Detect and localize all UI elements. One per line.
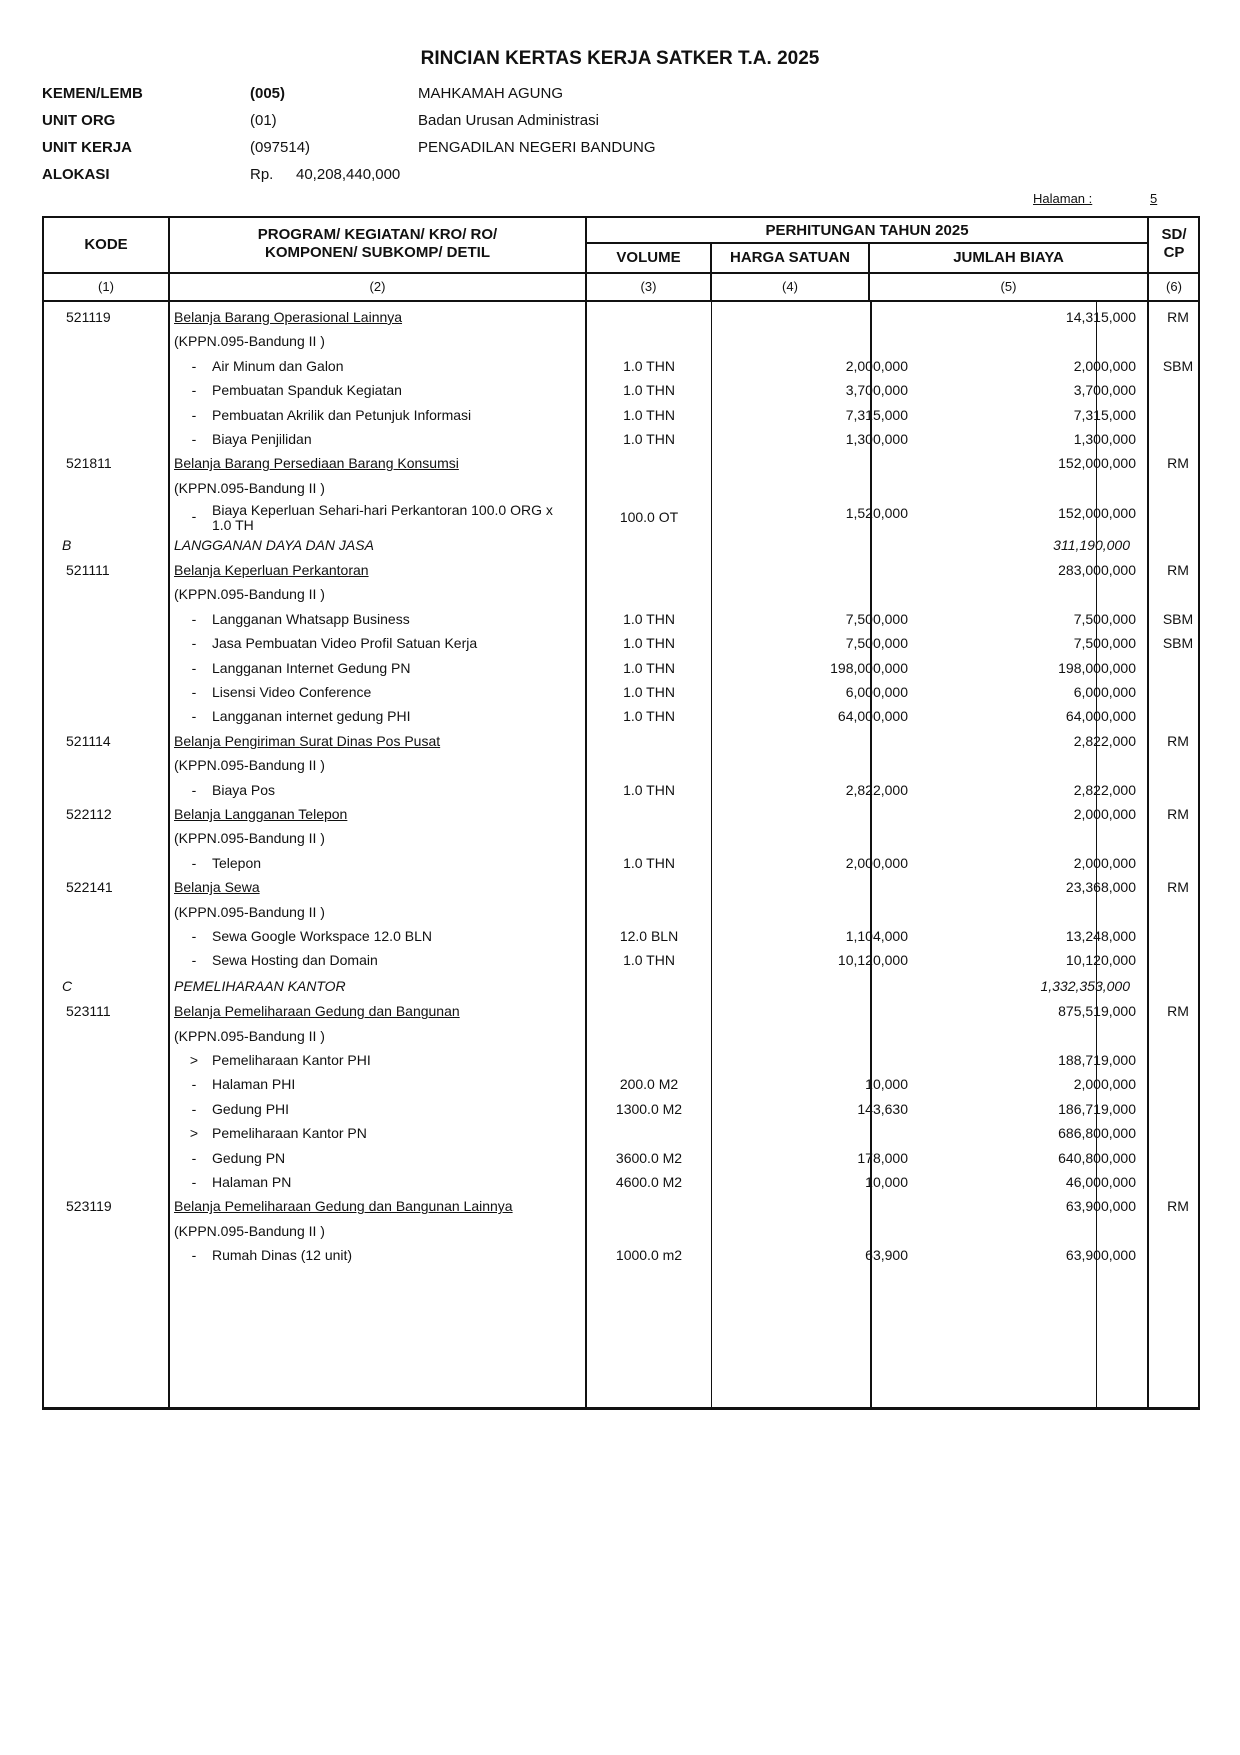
- dash-bullet: -: [191, 382, 197, 399]
- header-program: PROGRAM/ KEGIATAN/ KRO/ RO/ KOMPONEN/ SUBKOMP/ DETIL: [257, 226, 498, 261]
- item-unit-price: 2,000,000: [845, 357, 908, 374]
- item-volume: 1.0 THN: [623, 382, 675, 399]
- item-volume: 1.0 THN: [623, 357, 675, 374]
- item-unit-price: 3,700,000: [845, 382, 908, 399]
- account-total: 2,822,000: [1073, 732, 1136, 749]
- detail-row: [44, 777, 1198, 804]
- section-row: [44, 531, 1198, 560]
- item-volume: 1.0 THN: [623, 610, 675, 627]
- account-name: Belanja Pengiriman Surat Dinas Pos Pusat: [174, 732, 441, 749]
- dash-bullet: -: [191, 1100, 197, 1117]
- item-total: 6,000,000: [1073, 684, 1136, 700]
- item-description: Biaya Keperluan Sehari-hari Perkantoran 100.0 ORG x 1.0 TH: [212, 502, 553, 534]
- kppn-label: (KPPN.095-Bandung II ): [174, 903, 325, 920]
- item-total: 186,719,000: [1058, 1100, 1136, 1117]
- account-name: Belanja Keperluan Perkantoran: [174, 562, 369, 578]
- dash-bullet: -: [191, 508, 197, 525]
- detail-row: [44, 1096, 1198, 1123]
- section-total: 1,332,353,000: [1040, 977, 1130, 994]
- item-unit-price: 178,000: [857, 1149, 908, 1166]
- item-description: Langganan Internet Gedung PN: [212, 659, 411, 676]
- table-body: [42, 302, 1200, 1410]
- alokasi-amount: 40,208,440,000: [296, 166, 401, 183]
- kppn-label: (KPPN.095-Bandung II ): [174, 333, 325, 350]
- detail-row: [44, 499, 1198, 533]
- item-volume: 4600.0 M2: [615, 1174, 683, 1190]
- detail-row: [44, 1169, 1198, 1196]
- unit-kerja-code: (097514): [250, 139, 311, 156]
- item-unit-price: 7,500,000: [845, 635, 908, 652]
- source-fund: RM: [1167, 309, 1189, 325]
- source-fund: RM: [1167, 455, 1189, 472]
- header-sdcp: SD/ CP: [1161, 226, 1187, 261]
- colnum-5: (5): [1000, 279, 1017, 294]
- section-code: B: [62, 536, 72, 553]
- dash-bullet: -: [191, 431, 197, 447]
- detail-row: [44, 377, 1198, 404]
- alokasi-prefix: Rp.: [250, 166, 274, 183]
- colnum-4: (4): [782, 279, 798, 294]
- dash-bullet: -: [191, 708, 197, 725]
- section-code: C: [62, 977, 73, 994]
- kppn-label: (KPPN.095-Bandung II ): [174, 830, 325, 847]
- kppn-row: [44, 825, 1198, 852]
- unit-org-label: UNIT ORG: [42, 112, 116, 129]
- item-total: 64,000,000: [1065, 708, 1136, 725]
- item-volume: 1.0 THN: [623, 684, 675, 700]
- item-volume: 1.0 THN: [623, 431, 675, 447]
- dash-bullet: -: [191, 952, 197, 969]
- source-fund: RM: [1167, 1003, 1189, 1020]
- document-title: RINCIAN KERTAS KERJA SATKER T.A. 2025: [420, 48, 820, 69]
- dash-bullet: -: [191, 928, 197, 944]
- item-description: Gedung PHI: [212, 1100, 290, 1117]
- colnum-1: (1): [98, 279, 114, 294]
- account-name: Belanja Pemeliharaan Gedung dan Bangunan Lainnya: [174, 1198, 513, 1215]
- item-description: Gedung PN: [212, 1149, 286, 1166]
- item-unit-price: 64,000,000: [837, 708, 908, 725]
- detail-row: [44, 402, 1198, 429]
- source-fund: RM: [1167, 1198, 1189, 1215]
- item-volume: 1.0 THN: [623, 635, 675, 652]
- item-volume: 12.0 BLN: [619, 928, 679, 944]
- account-total: 23,368,000: [1065, 879, 1136, 896]
- kemen-code: (005): [250, 85, 286, 102]
- item-description: Sewa Google Workspace 12.0 BLN: [212, 928, 432, 944]
- item-unit-price: 6,000,000: [845, 684, 908, 700]
- header-perhitungan: PERHITUNGAN TAHUN 2025: [765, 221, 969, 239]
- header-jumlah: JUMLAH BIAYA: [953, 248, 1064, 266]
- account-total: 875,519,000: [1058, 1003, 1136, 1020]
- account-name: Belanja Barang Persediaan Barang Konsumsi: [174, 455, 459, 472]
- dash-bullet: -: [191, 1247, 197, 1264]
- section-total: 311,190,000: [1053, 536, 1130, 553]
- dash-bullet: -: [191, 684, 197, 700]
- item-unit-price: 1,520,000: [845, 505, 908, 522]
- item-total: 1,300,000: [1073, 431, 1136, 447]
- kppn-row: [44, 1218, 1198, 1245]
- item-unit-price: 7,500,000: [845, 610, 908, 627]
- source-fund: SBM: [1162, 357, 1194, 374]
- detail-row: [44, 703, 1198, 730]
- item-unit-price: 1,300,000: [845, 431, 908, 447]
- kppn-label: (KPPN.095-Bandung II ): [174, 757, 325, 774]
- account-total: 14,315,000: [1065, 309, 1136, 325]
- item-volume: 1.0 THN: [623, 854, 675, 871]
- detail-row: [44, 606, 1198, 633]
- account-total: 63,900,000: [1065, 1198, 1136, 1215]
- chevron-right-icon: >: [189, 1125, 199, 1142]
- item-description: Biaya Penjilidan: [212, 431, 312, 447]
- account-row: [44, 1193, 1198, 1220]
- item-unit-price: 63,900: [865, 1247, 908, 1264]
- item-volume: 1.0 THN: [623, 659, 675, 676]
- item-volume: 1.0 THN: [623, 781, 675, 798]
- page-number: 5: [1150, 191, 1158, 206]
- item-unit-price: 198,000,000: [830, 659, 908, 676]
- item-volume: 1.0 THN: [623, 952, 675, 969]
- item-volume: 3600.0 M2: [615, 1149, 683, 1166]
- item-total: 7,315,000: [1073, 406, 1136, 423]
- account-name: Belanja Pemeliharaan Gedung dan Bangunan: [174, 1003, 460, 1020]
- kppn-label: (KPPN.095-Bandung II ): [174, 1027, 325, 1044]
- unit-kerja-label: UNIT KERJA: [42, 139, 133, 156]
- section-title: PEMELIHARAAN KANTOR: [174, 977, 346, 994]
- item-description: Langganan Whatsapp Business: [212, 610, 410, 627]
- account-name: Belanja Langganan Telepon: [174, 806, 348, 822]
- item-description: Biaya Pos: [212, 781, 276, 798]
- item-total: 2,000,000: [1073, 357, 1136, 374]
- header-kode: KODE: [84, 235, 128, 253]
- item-description: Pembuatan Spanduk Kegiatan: [212, 382, 402, 399]
- detail-row: [44, 1071, 1198, 1098]
- account-row: [44, 450, 1198, 477]
- item-volume: 1000.0 m2: [615, 1247, 683, 1264]
- dash-bullet: -: [191, 635, 197, 652]
- header-volume: VOLUME: [616, 248, 681, 266]
- item-description: Halaman PHI: [212, 1076, 296, 1093]
- item-volume: 1300.0 M2: [615, 1100, 683, 1117]
- item-total: 46,000,000: [1065, 1174, 1136, 1190]
- item-total: 198,000,000: [1058, 659, 1136, 676]
- account-name: Belanja Barang Operasional Lainnya: [174, 309, 403, 325]
- item-unit-price: 7,315,000: [845, 406, 908, 423]
- unit-org-value: Badan Urusan Administrasi: [418, 112, 599, 129]
- dash-bullet: -: [191, 1076, 197, 1093]
- dash-bullet: -: [191, 1149, 197, 1166]
- detail-row: [44, 630, 1198, 657]
- detail-row: [44, 1120, 1198, 1147]
- item-description: Pemeliharaan Kantor PHI: [212, 1052, 371, 1068]
- source-fund: SBM: [1162, 635, 1194, 652]
- item-total: 2,000,000: [1073, 1076, 1136, 1093]
- kemen-value: MAHKAMAH AGUNG: [418, 85, 564, 102]
- account-row: [44, 874, 1198, 901]
- kppn-row: [44, 475, 1198, 502]
- budget-table: [42, 216, 1200, 1410]
- item-unit-price: 2,822,000: [845, 781, 908, 798]
- header-harga: HARGA SATUAN: [730, 248, 850, 266]
- kppn-label: (KPPN.095-Bandung II ): [174, 586, 325, 603]
- item-unit-price: 2,000,000: [845, 854, 908, 871]
- account-code: 521119: [66, 309, 111, 325]
- account-code: 521811: [66, 455, 112, 472]
- item-description: Telepon: [212, 854, 262, 871]
- detail-row: [44, 1145, 1198, 1172]
- alokasi-label: ALOKASI: [42, 166, 110, 183]
- source-fund: RM: [1167, 879, 1189, 896]
- kppn-row: [44, 1023, 1198, 1050]
- item-total: 686,800,000: [1058, 1125, 1136, 1142]
- dash-bullet: -: [191, 357, 197, 374]
- item-volume: 1.0 THN: [623, 708, 675, 725]
- page-indicator: [1033, 191, 1158, 206]
- chevron-right-icon: >: [189, 1052, 199, 1068]
- item-total: 63,900,000: [1065, 1247, 1136, 1264]
- detail-row: [44, 1047, 1198, 1074]
- section-title: LANGGANAN DAYA DAN JASA: [174, 536, 374, 553]
- item-description: Air Minum dan Galon: [212, 357, 344, 374]
- item-description: Pembuatan Akrilik dan Petunjuk Informasi: [212, 406, 472, 423]
- account-code: 523119: [66, 1198, 112, 1215]
- account-code: 522112: [66, 806, 112, 822]
- dash-bullet: -: [191, 659, 197, 676]
- account-row: [44, 304, 1198, 331]
- item-total: 640,800,000: [1058, 1149, 1136, 1166]
- item-total: 10,120,000: [1065, 952, 1136, 969]
- item-unit-price: 10,120,000: [837, 952, 908, 969]
- kppn-label: (KPPN.095-Bandung II ): [174, 1222, 325, 1239]
- detail-row: [44, 655, 1198, 682]
- section-row: [44, 972, 1198, 1001]
- detail-row: [44, 850, 1198, 877]
- item-description: Rumah Dinas (12 unit): [212, 1247, 353, 1264]
- kppn-row: [44, 752, 1198, 779]
- unit-org-code: (01): [250, 112, 277, 129]
- item-total: 7,500,000: [1073, 635, 1136, 652]
- account-code: 523111: [66, 1003, 111, 1020]
- halaman-label: Halaman :: [1033, 191, 1093, 206]
- item-total: 7,500,000: [1073, 610, 1136, 627]
- item-total: 3,700,000: [1073, 382, 1136, 399]
- account-total: 2,000,000: [1073, 806, 1136, 822]
- item-total: 13,248,000: [1065, 928, 1136, 944]
- colnum-2: (2): [369, 279, 386, 294]
- source-fund: SBM: [1162, 610, 1194, 627]
- source-fund: RM: [1167, 732, 1189, 749]
- detail-row: [44, 947, 1198, 974]
- account-code: 522141: [66, 879, 113, 896]
- unit-kerja-value: PENGADILAN NEGERI BANDUNG: [418, 139, 656, 156]
- item-unit-price: 1,104,000: [845, 928, 908, 944]
- item-volume: 1.0 THN: [623, 406, 675, 423]
- detail-row: [44, 426, 1198, 453]
- item-description: Langganan internet gedung PHI: [212, 708, 411, 725]
- account-row: [44, 728, 1198, 755]
- kppn-row: [44, 328, 1198, 355]
- account-row: [44, 998, 1198, 1025]
- account-row: [44, 801, 1198, 828]
- kemen-label: KEMEN/LEMB: [42, 85, 143, 102]
- account-code: 521114: [66, 732, 111, 749]
- dash-bullet: -: [191, 1174, 197, 1190]
- item-total: 2,000,000: [1073, 854, 1136, 871]
- account-total: 283,000,000: [1058, 562, 1136, 578]
- account-code: 521111: [66, 562, 110, 578]
- item-description: Lisensi Video Conference: [212, 684, 372, 700]
- colnum-6: (6): [1166, 279, 1182, 294]
- dash-bullet: -: [191, 781, 197, 798]
- dash-bullet: -: [191, 406, 197, 423]
- item-description: Halaman PN: [212, 1174, 292, 1190]
- item-description: Jasa Pembuatan Video Profil Satuan Kerja: [212, 635, 478, 652]
- dash-bullet: -: [191, 854, 197, 871]
- account-row: [44, 557, 1198, 584]
- item-total: 152,000,000: [1058, 505, 1136, 522]
- kppn-row: [44, 899, 1198, 926]
- item-unit-price: 10,000: [865, 1076, 908, 1093]
- detail-row: [44, 353, 1198, 380]
- detail-row: [44, 679, 1198, 706]
- detail-row: [44, 1242, 1198, 1269]
- item-unit-price: 10,000: [865, 1174, 908, 1190]
- item-description: Pemeliharaan Kantor PN: [212, 1125, 367, 1142]
- dash-bullet: -: [191, 610, 197, 627]
- item-description: Sewa Hosting dan Domain: [212, 952, 378, 969]
- item-volume: 100.0 OT: [619, 509, 679, 526]
- kppn-row: [44, 581, 1198, 608]
- detail-row: [44, 923, 1198, 950]
- item-total: 188,719,000: [1058, 1052, 1136, 1068]
- account-name: Belanja Sewa: [174, 879, 260, 896]
- item-volume: 200.0 M2: [619, 1076, 679, 1093]
- item-total: 2,822,000: [1073, 781, 1136, 798]
- item-unit-price: 143,630: [857, 1100, 908, 1117]
- colnum-3: (3): [640, 279, 657, 294]
- column-number-row: [42, 272, 1200, 302]
- kppn-label: (KPPN.095-Bandung II ): [174, 479, 325, 496]
- source-fund: RM: [1167, 806, 1189, 822]
- source-fund: RM: [1167, 562, 1189, 578]
- account-total: 152,000,000: [1058, 455, 1136, 472]
